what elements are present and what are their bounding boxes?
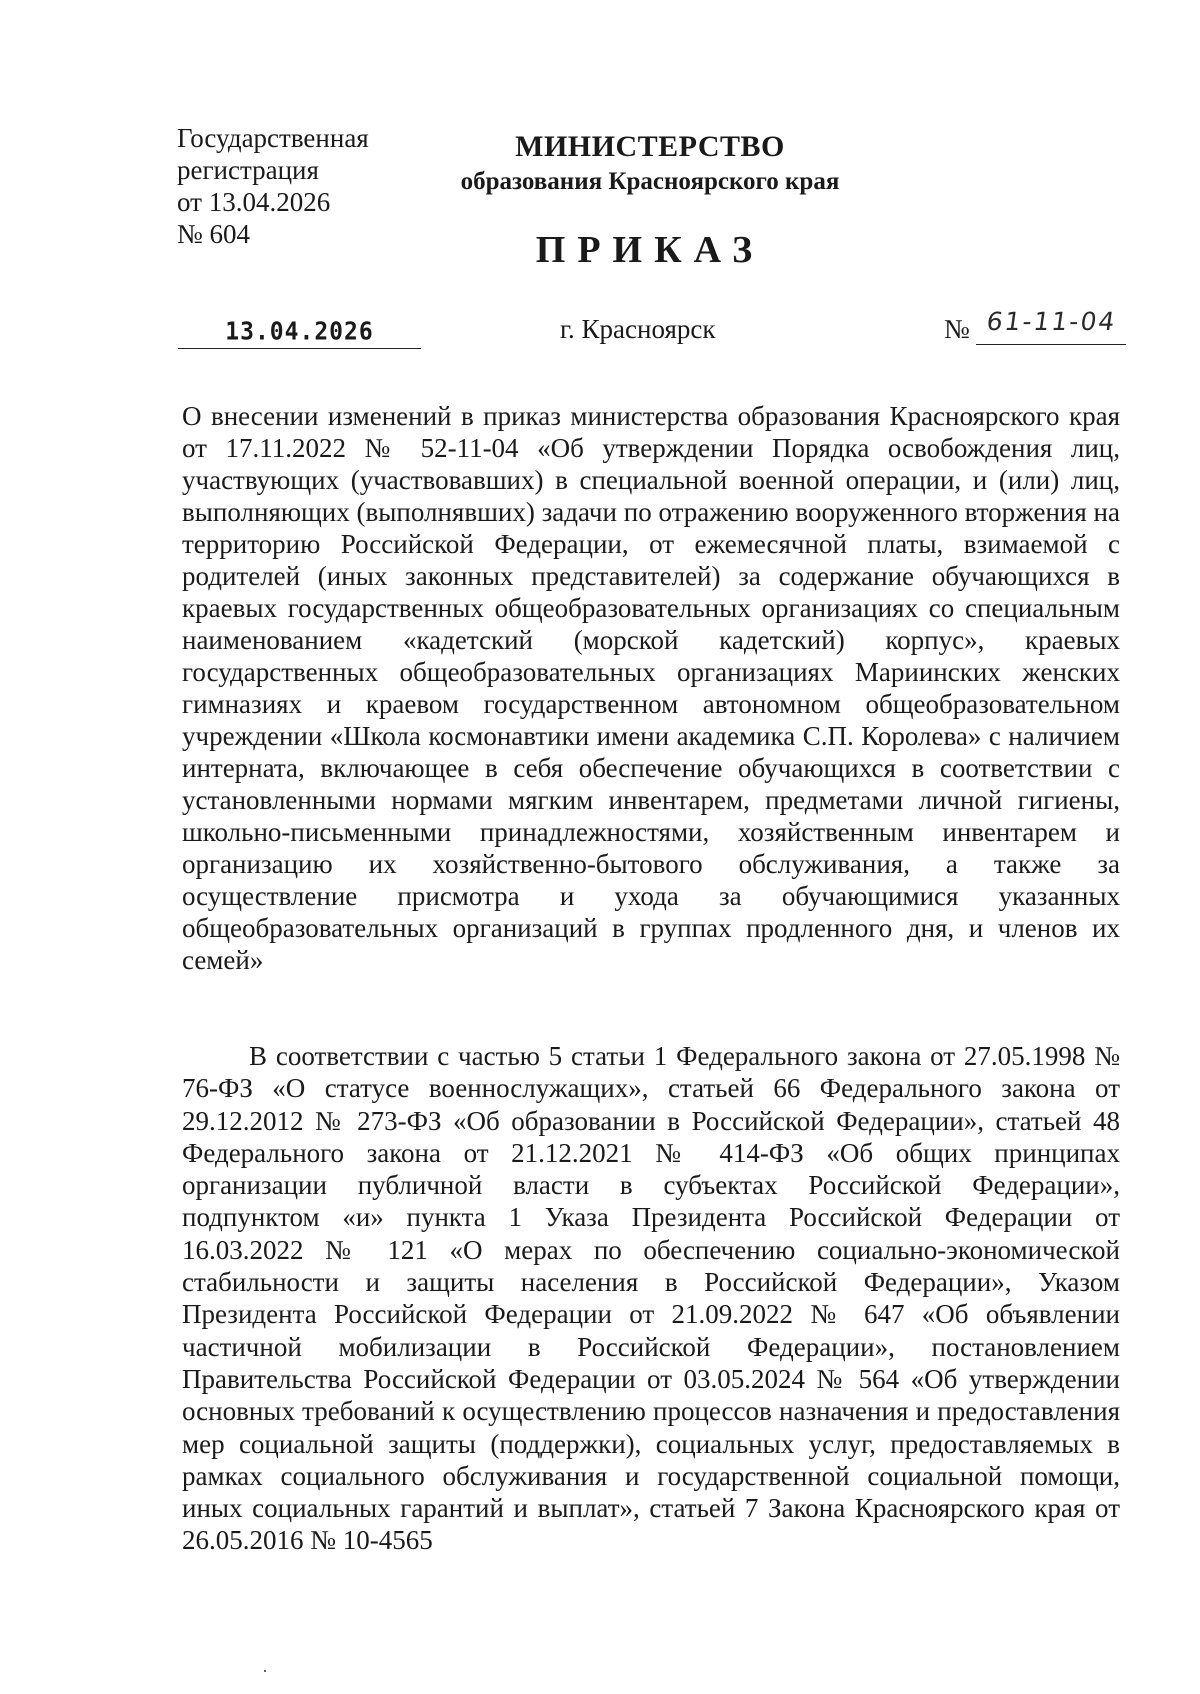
document-type: ПРИКАЗ	[535, 229, 765, 271]
registration-line: регистрация	[177, 155, 319, 185]
order-body-paragraph: В соответствии с частью 5 статьи 1 Федерального закона от 27.05.1998 № 76-ФЗ «О статусе военнослужащих», статьей 66 Федерального закона от 29.12.2012 № 273-ФЗ «Об образовании в Российской Федерации», статьей 48 Федерального закона от 21.12.2021 № 414-ФЗ «Об общих принципах организации публичной власти в субъектах Российской Федерации», подпунктом «и» пункта 1 Указа Президента Российской Федерации от 16.03.2022 № 121 «О мерах по обеспечению социально-экономической стабильности и защиты населения в Российской Федерации», Указом Президента Российской Федерации от 21.09.2022 № 647 «Об объявлении частичной мобилизации в Российской Федерации», постановлением Правительства Российской Федерации от 03.05.2024 № 564 «Об утверждении основных требований к осуществлению процессов назначения и предоставления мер социальной защиты (поддержки), социальных услуг, предоставляемых в рамках социального обслуживания и государственной социальной помощи, иных социальных гарантий и выплат», статьей 7 Закона Красноярского края от 26.05.2016 № 10-4565	[182, 1041, 1120, 1556]
registration-number: № 604	[177, 219, 251, 249]
number-sign: №	[944, 314, 970, 344]
order-date-stamp: 13.04.2026	[225, 317, 374, 347]
city: г. Красноярск	[560, 314, 716, 344]
registration-line: Государственная	[177, 123, 369, 153]
order-date-field	[178, 316, 421, 349]
registration-block	[177, 122, 369, 250]
registration-date: от 13.04.2026	[177, 187, 331, 217]
ministry-title: МИНИСТЕРСТВО	[515, 130, 785, 163]
ministry-subtitle: образования Красноярского края	[460, 168, 840, 195]
order-number-handwritten: 61-11-04	[984, 307, 1119, 336]
order-number-block	[944, 307, 1126, 345]
order-subject: О внесении изменений в приказ министерства образования Красноярского края от 17.11.2022 № 52-11-04 «Об утверждении Порядка освобождения лиц, участвующих (участвовавших) в специальной военной операции, и (или) лиц, выполняющих (выполнявших) задачи по отражению вооруженного вторжения на территорию Российской Федерации, от ежемесячной платы, взимаемой с родителей (иных законных представителей) за содержание обучающихся в краевых государственных общеобразовательных организациях со специальным наименованием «кадетский (морской кадетский) корпус», краевых государственных общеобразовательных организациях Мариинских женских гимназиях и краевом государственном автономном общеобразовательном учреждении «Школа космонавтики имени академика С.П. Королева» с наличием интерната, включающее в себя обеспечение обучающихся в соответствии с установленными нормами мягким инвентарем, предметами личной гигиены, школьно-письменными принадлежностями, хозяйственным инвентарем и организацию их хозяйственно-бытового обслуживания, а также за осуществление присмотра и ухода за обучающимися указанных общеобразовательных организаций в группах продленного дня, и членов их семей»	[182, 401, 1120, 975]
order-number-field	[976, 307, 1126, 345]
scan-speck	[264, 1670, 266, 1672]
